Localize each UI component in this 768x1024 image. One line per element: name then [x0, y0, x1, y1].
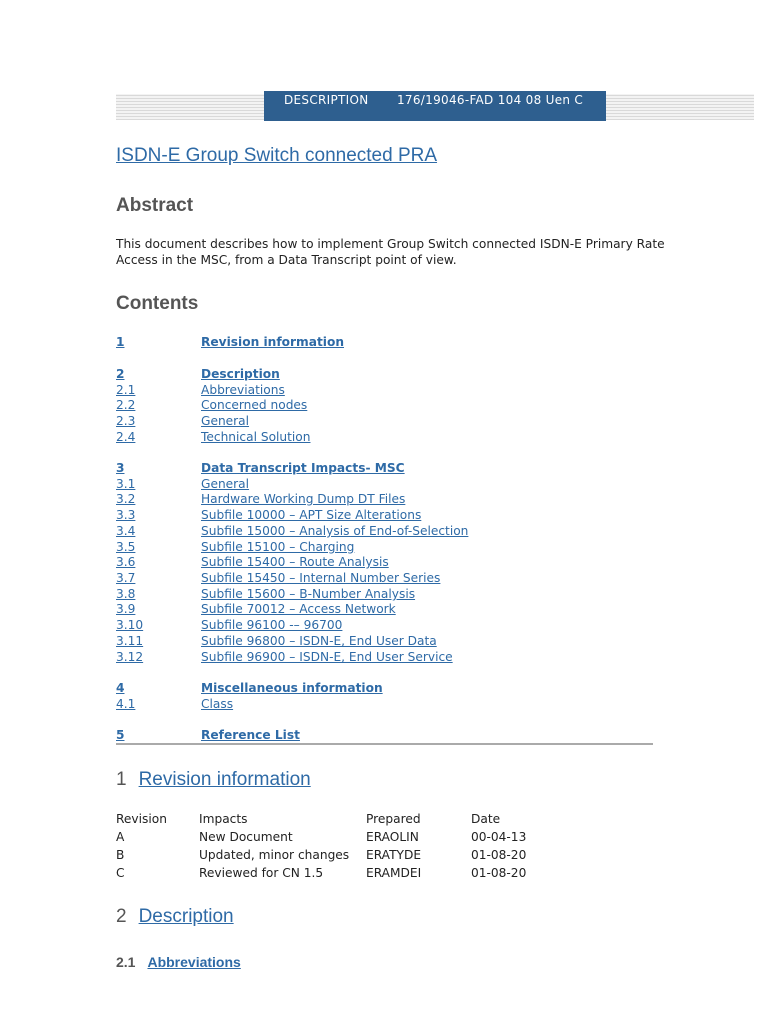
toc-number[interactable]: 5: [116, 728, 125, 742]
toc-number[interactable]: 4.1: [116, 697, 136, 711]
abstract-heading: Abstract: [116, 195, 194, 216]
toc-link[interactable]: Subfile 15400 – Route Analysis: [201, 555, 389, 569]
toc-link[interactable]: Subfile 15100 – Charging: [201, 540, 355, 554]
table-cell: C: [116, 866, 125, 880]
toc-number[interactable]: 3.12: [116, 650, 144, 664]
toc-number[interactable]: 3.10: [116, 618, 144, 632]
toc-link[interactable]: Subfile 15600 – B-Number Analysis: [201, 587, 416, 601]
subsection-heading: [116, 954, 241, 970]
table-cell: Reviewed for CN 1.5: [199, 866, 324, 880]
toc-number[interactable]: 2.4: [116, 430, 136, 444]
table-cell: 01-08-20: [471, 866, 527, 880]
column-header: Revision: [116, 812, 167, 826]
column-header: Prepared: [366, 812, 421, 826]
table-cell: 00-04-13: [471, 830, 527, 844]
contents-heading: Contents: [116, 293, 199, 314]
toc-link[interactable]: Reference List: [201, 728, 300, 742]
toc-link[interactable]: Subfile 10000 – APT Size Alterations: [201, 508, 422, 522]
toc-link[interactable]: Subfile 96900 – ISDN-E, End User Service: [201, 650, 453, 664]
subsection-title-link[interactable]: Abbreviations: [147, 954, 241, 970]
toc-number[interactable]: 4: [116, 681, 125, 695]
toc-link[interactable]: Description: [201, 367, 280, 381]
toc-link[interactable]: Class: [201, 697, 234, 711]
table-cell: A: [116, 830, 125, 844]
toc-number[interactable]: 3.2: [116, 492, 136, 506]
toc-number[interactable]: 2.2: [116, 398, 136, 412]
toc-number[interactable]: 3.7: [116, 571, 136, 585]
table-cell: ERAOLIN: [366, 830, 419, 844]
toc-link[interactable]: Subfile 70012 – Access Network: [201, 602, 396, 616]
document-type: DESCRIPTION: [284, 93, 369, 107]
toc-number[interactable]: 3.5: [116, 540, 136, 554]
column-header: Date: [471, 812, 501, 826]
toc-link[interactable]: Abbreviations: [201, 383, 285, 397]
toc-number[interactable]: 2.3: [116, 414, 136, 428]
contents-divider: [116, 743, 653, 745]
toc-link[interactable]: Data Transcript Impacts- MSC: [201, 461, 405, 475]
toc-link[interactable]: Miscellaneous information: [201, 681, 383, 695]
toc-link[interactable]: Concerned nodes: [201, 398, 308, 412]
abstract-text: This document describes how to implement Group Switch connected ISDN-E Primary Rate Access in the MSC, from a Data Transcript point of view.: [116, 237, 665, 267]
toc-link[interactable]: Revision information: [201, 335, 345, 349]
toc-link[interactable]: General: [201, 477, 250, 491]
toc-number[interactable]: 3.1: [116, 477, 136, 491]
toc-number[interactable]: 3.11: [116, 634, 144, 648]
column-header: Impacts: [199, 812, 248, 826]
table-cell: B: [116, 848, 125, 862]
table-cell: ERAMDEI: [366, 866, 422, 880]
toc-number[interactable]: 2: [116, 367, 125, 381]
section-title-link[interactable]: Description: [138, 906, 234, 927]
section-number: 1: [116, 769, 127, 790]
toc-link[interactable]: Subfile 96100 -– 96700: [201, 618, 343, 632]
toc-number[interactable]: 1: [116, 335, 125, 349]
toc-number[interactable]: 3.9: [116, 602, 136, 616]
section-1-heading: [116, 769, 311, 791]
document-title[interactable]: ISDN-E Group Switch connected PRA: [116, 145, 438, 166]
toc-number[interactable]: 3.4: [116, 524, 136, 538]
toc-link[interactable]: Subfile 96800 – ISDN-E, End User Data: [201, 634, 437, 648]
table-cell: Updated, minor changes: [199, 848, 350, 862]
toc-number[interactable]: 3.3: [116, 508, 136, 522]
toc-number[interactable]: 2.1: [116, 383, 136, 397]
section-title-link[interactable]: Revision information: [138, 769, 311, 790]
section-2-heading: [116, 906, 234, 928]
document-header-box: [264, 91, 606, 121]
document-number: 176/19046-FAD 104 08 Uen C: [397, 93, 584, 107]
table-cell: New Document: [199, 830, 293, 844]
table-cell: 01-08-20: [471, 848, 527, 862]
toc-link[interactable]: Subfile 15450 – Internal Number Series: [201, 571, 441, 585]
toc-link[interactable]: General: [201, 414, 250, 428]
table-cell: ERATYDE: [366, 848, 422, 862]
toc-number[interactable]: 3.6: [116, 555, 136, 569]
toc-link[interactable]: Subfile 15000 – Analysis of End-of-Selection: [201, 524, 469, 538]
section-number: 2: [116, 906, 127, 927]
toc-number[interactable]: 3.8: [116, 587, 136, 601]
toc-number[interactable]: 3: [116, 461, 125, 475]
toc-link[interactable]: Hardware Working Dump DT Files: [201, 492, 406, 506]
toc-link[interactable]: Technical Solution: [201, 430, 311, 444]
subsection-number: 2.1: [116, 954, 136, 970]
